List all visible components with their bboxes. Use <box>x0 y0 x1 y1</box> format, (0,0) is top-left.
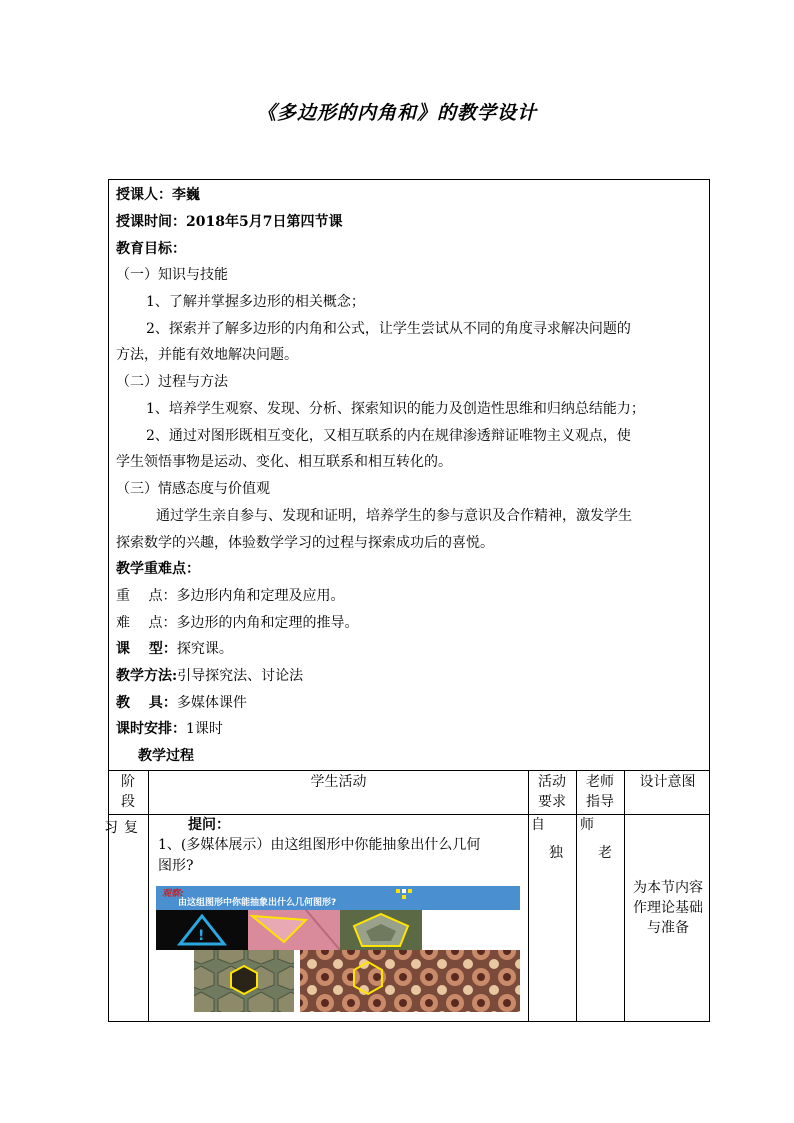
class-hours-label: 课时安排： <box>116 721 186 737</box>
column-header-guidance: 老师指导 <box>586 774 614 810</box>
teaching-method-line <box>116 666 303 686</box>
difficult-point-line: 难 点：多边形的内角和定理的推导。 <box>116 615 359 631</box>
lesson-time-line: 授课时间：2018年5月7日第四节课 <box>116 214 343 230</box>
objective-1-2-line1: 2、探索并了解多边形的内角和公式，让学生尝试从不同的角度寻求解决问题的 <box>146 321 631 337</box>
requirement-cell-b: 独 <box>549 845 563 861</box>
slide-image <box>156 886 520 1012</box>
design-intent-cell: 为本节内容作理论基础与准备 <box>633 880 703 936</box>
column-header-requirement: 活动要求 <box>538 774 566 810</box>
slide-dot <box>402 895 406 899</box>
objective-section-3-title: （三）情感态度与价值观 <box>116 481 270 497</box>
objectives-heading: 教育目标： <box>116 241 186 257</box>
question-label: 提问： <box>188 817 230 833</box>
objective-3-1-line2: 探索数学的兴趣，体验数学学习的过程与探索成功后的喜悦。 <box>116 535 494 551</box>
lesson-type-label: 课 型： <box>116 641 177 657</box>
hexagon-highlight <box>231 966 257 994</box>
column-header-intent: 设计意图 <box>639 774 696 790</box>
lesson-type-line <box>116 639 233 659</box>
column-header-student-activity: 学生活动 <box>310 774 367 790</box>
slide-observe-label: 观察: <box>162 889 184 899</box>
objective-section-1-title: （一）知识与技能 <box>116 267 228 283</box>
stage-cell: 习复 <box>104 820 144 836</box>
table-col-rule-4 <box>624 770 625 1022</box>
question-line2: 图形? <box>158 858 194 874</box>
objective-1-2-line2: 方法，并能有效地解决问题。 <box>116 347 298 363</box>
slide-dot <box>396 889 400 893</box>
guidance-cell-a: 师 <box>580 817 594 833</box>
table-rule-top <box>108 770 710 771</box>
objective-2-1: 1、培养学生观察、发现、分析、探索知识的能力及创造性思维和归纳总结能力； <box>146 401 645 417</box>
guidance-cell-b: 老 <box>598 845 612 861</box>
objective-section-2-title: （二）过程与方法 <box>116 374 228 390</box>
question-line1: 1、(多媒体展示）由这组图形中你能抽象出什么几何 <box>158 837 481 853</box>
document-title: 《多边形的内角和》的教学设计 <box>256 102 537 124</box>
objective-2-2-line2: 学生领悟事物是运动、变化、相互联系和相互转化的。 <box>116 454 452 470</box>
class-hours-value: 1课时 <box>186 721 223 737</box>
objective-1-1: 1、了解并掌握多边形的相关概念； <box>146 294 365 310</box>
key-point-line: 重 点：多边形内角和定理及应用。 <box>116 588 345 604</box>
table-col-rule-3 <box>576 770 577 1022</box>
table-col-rule-1 <box>148 770 149 1022</box>
class-hours-line <box>116 719 223 739</box>
slide-graphic <box>156 886 520 1012</box>
teaching-tools-label: 教 具： <box>116 695 177 711</box>
objective-3-1-line1: 通过学生亲自参与、发现和证明，培养学生的参与意识及合作精神，激发学生 <box>156 508 632 524</box>
teaching-method-value: 引导探究法、讨论法 <box>177 668 304 684</box>
slide-dot <box>402 889 406 893</box>
teaching-tools-line <box>116 693 247 713</box>
slide-dot <box>408 889 412 893</box>
key-points-heading: 教学重难点： <box>116 561 200 577</box>
teacher-line: 授课人：李巍 <box>116 187 200 203</box>
process-heading: 教学过程 <box>138 748 194 764</box>
lesson-type-value: 探究课。 <box>176 641 233 657</box>
mosaic-tile-photo <box>300 950 520 1012</box>
requirement-cell-a: 自 <box>531 817 545 833</box>
objective-2-2-line1: 2、通过对图形既相互变化，又相互联系的内在规律渗透辩证唯物主义观点，使 <box>146 428 631 444</box>
table-col-rule-2 <box>528 770 529 1022</box>
column-header-stage: 阶段 <box>121 774 135 810</box>
teaching-tools-value: 多媒体课件 <box>176 695 247 711</box>
slide-prompt: 由这组图形中你能抽象出什么几何图形? <box>178 898 337 908</box>
exclamation-icon: ! <box>198 928 205 944</box>
teaching-method-label: 教学方法: <box>116 668 178 684</box>
